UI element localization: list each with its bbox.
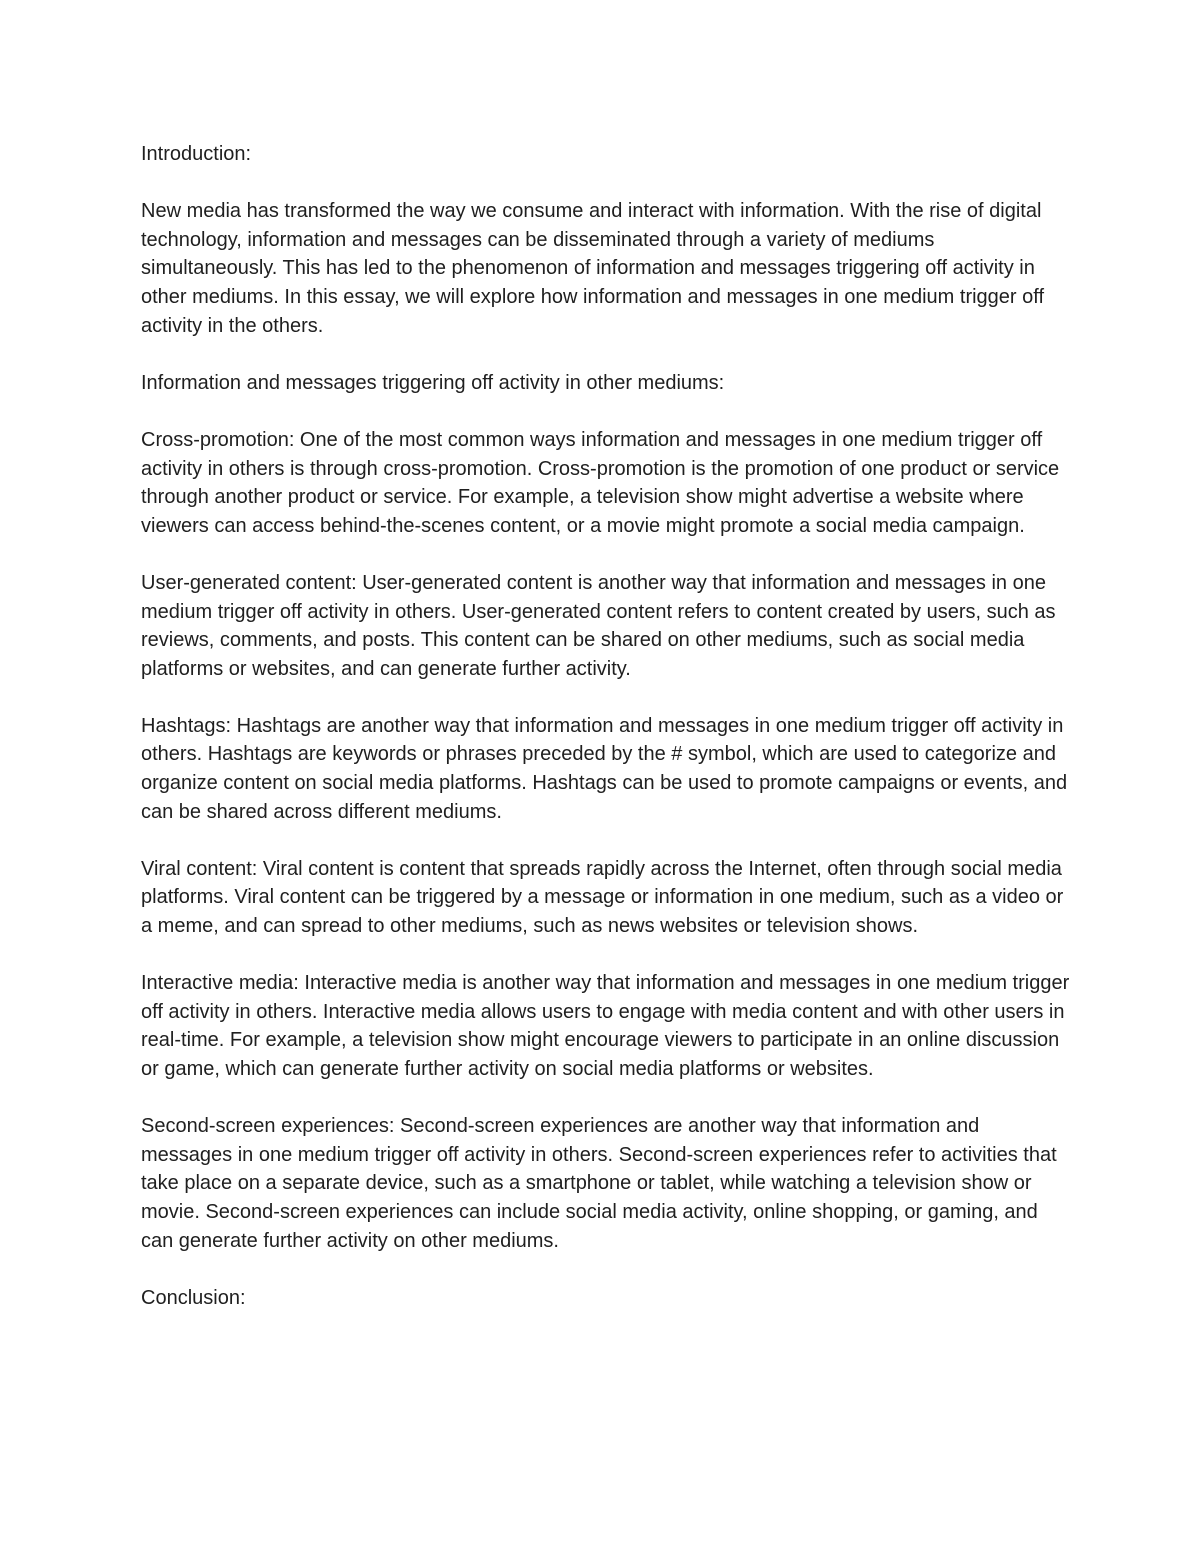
intro-paragraph: New media has transformed the way we consume and interact with information. With the rise of digital technology, information and messages can be disseminated through a variety of mediums simultaneously. This has led to the phenomenon of information and messages triggering off activity in other mediums. In this essay, we will explore how information and messages in one medium trigger off activity in the others. (141, 200, 1045, 337)
conclusion-heading: Conclusion: (141, 1286, 246, 1309)
cross-promotion-paragraph: Cross-promotion: One of the most common ways information and messages in one medium trigger off activity in others is through cross-promotion. Cross-promotion is the promotion of one product or service through another product or service. For example, a television show might advertise a website where viewers can access behind-the-scenes content, or a movie might promote a social media campaign. (141, 428, 1060, 537)
document-body (141, 140, 1071, 1312)
intro-heading: Introduction: (141, 143, 252, 165)
hashtags-paragraph: Hashtags: Hashtags are another way that information and messages in one medium trigger off activity in others. Hashtags are keywords or phrases preceded by the # symbol, which are used to categorize and organize content on social media platforms. Hashtags can be used to promote campaigns or events, and can be shared across different mediums. (141, 714, 1068, 823)
viral-content-paragraph: Viral content: Viral content is content that spreads rapidly across the Internet, often through social media platforms. Viral content can be triggered by a message or information in one medium, such as a video or a meme, and can spread to other mediums, such as news websites or television shows. (141, 857, 1064, 938)
user-generated-content-paragraph: User-generated content: User-generated content is another way that information and messages in one medium trigger off activity in others. User-generated content refers to content created by users, such as reviews, comments, and posts. This content can be shared on other mediums, such as social media platforms or websites, and can generate further activity. (141, 571, 1056, 680)
interactive-media-paragraph: Interactive media: Interactive media is another way that information and messages in one medium trigger off activity in others. Interactive media allows users to engage with media content and with other users in real-time. For example, a television show might encourage viewers to participate in an online discussion or game, which can generate further activity on social media platforms or websites. (141, 972, 1070, 1080)
section-heading: Information and messages triggering off activity in other mediums: (141, 371, 725, 394)
second-screen-paragraph: Second-screen experiences: Second-screen experiences are another way that information and messages in one medium trigger off activity in others. Second-screen experiences refer to activities that take place on a separate device, such as a smartphone or tablet, while watching a television show or movie. Second-screen experiences can include social media activity, online shopping, or gaming, and can generate further activity on other mediums. (141, 1115, 1057, 1252)
